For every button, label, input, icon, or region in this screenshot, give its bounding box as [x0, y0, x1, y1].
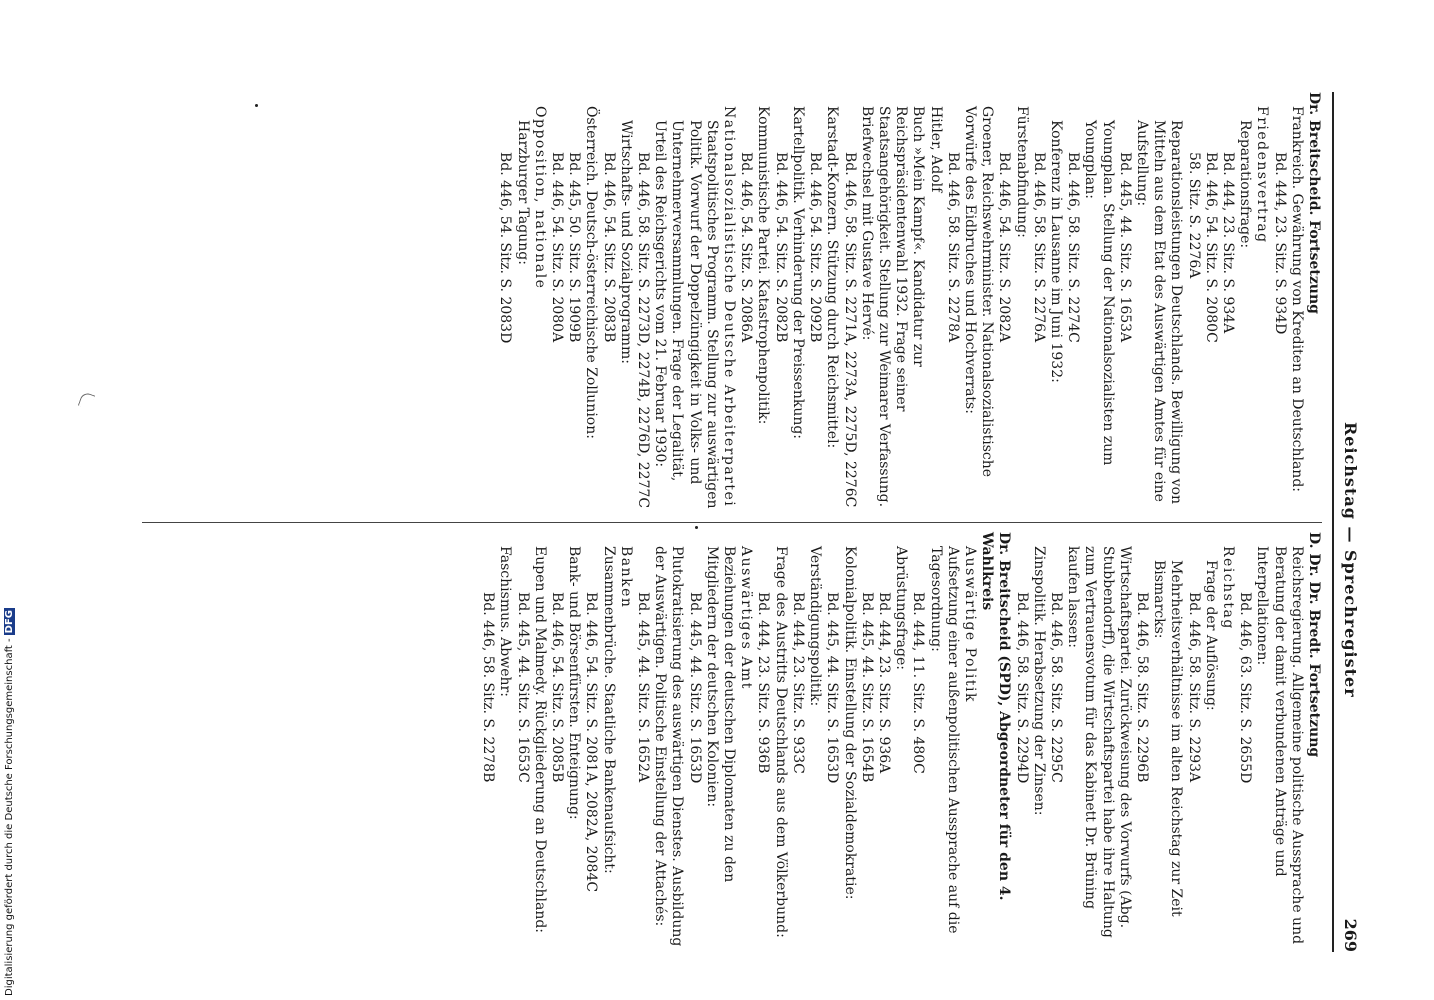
register-entry: Bd. 446, 54. Sitz. S. 2086A [738, 152, 755, 343]
register-entry: Bd. 444, 23. Sitz. S. 934A [1219, 152, 1236, 334]
page-title: Reichstag — Sprechregister [1341, 422, 1360, 698]
register-entry: Bd. 445, 44. Sitz. S. 1652A [635, 592, 652, 783]
register-entry: Bd. 446, 58. Sitz. S. 2278B [480, 592, 497, 783]
register-entry: Reichstag [1219, 546, 1236, 630]
register-entry: Bd. 445, 44. Sitz. S. 1653A [1116, 152, 1133, 343]
register-entry: Karstadt-Konzern. Stützung durch Reichsmittel: [824, 106, 841, 449]
digitization-footer [4, 608, 15, 996]
dfg-logo: DFG [4, 610, 15, 634]
left-column [479, 532, 1322, 952]
register-entry: Bd. 446, 58. Sitz. S. 2278A [944, 152, 961, 343]
register-entry: Dr. Breitscheid (SPD), Abgeordneter für den 4. Wahlkreis [979, 532, 1013, 901]
register-entry: Kommunistische Partei. Katastrophenpolitik: [755, 106, 772, 425]
register-entry: Zusammenbrüche. Staatliche Bankenaufsicht: [600, 546, 617, 874]
register-entry: Wirtschafts- und Sozialprogramm: [617, 120, 634, 364]
register-entry: Konferenz in Lausanne im Juni 1932: [1047, 120, 1064, 383]
register-entry: Youngplan. Stellung der Nationalsozialisten zum Youngplan: [1082, 120, 1116, 466]
register-entry: Hitler, Adolf [927, 106, 944, 193]
register-entry: Harzburger Tagung: [514, 120, 531, 265]
register-entry: Reichsregierung. Allgemeine politische Aussprache und Beratung der damit verbundenen Anträge und Interpellationen: [1254, 546, 1305, 945]
register-entry: Verständigungspolitik: [807, 546, 824, 707]
header-rule [1332, 92, 1334, 952]
register-entry: Bd. 446, 58. Sitz. S. 2293A [1185, 592, 1202, 783]
register-entry: Bd. 444, 23. Sitz. S. 934D [1271, 152, 1288, 335]
register-entry: Faschismus. Abwehr: [497, 546, 514, 697]
register-entry: Zinspolitik. Herabsetzung der Zinsen: [1030, 546, 1047, 816]
register-entry: Bd. 446, 58. Sitz. S. 2276A [1030, 152, 1047, 343]
rotated-page-content [140, 92, 1360, 952]
register-entry: 58. Sitz. S. 2276A [1185, 152, 1202, 279]
register-entry: Bd. 446, 58. Sitz. S. 2271A, 2273A, 2275D, 2276C [841, 152, 858, 508]
register-entry: Aufsetzung einer außenpolitischen Aussprache auf die Tagesordnung: [927, 546, 961, 934]
register-entry: Bd. 446, 58. Sitz. S. 2294D [1013, 592, 1030, 784]
register-entry: Bd. 446, 58. Sitz. S. 2274C [1065, 152, 1082, 343]
register-entry: Auswärtige Politik [961, 546, 978, 703]
register-entry: Österreich. Deutsch-österreichische Zollunion: [583, 106, 600, 439]
register-entry: Bd. 444, 23. Sitz. S. 933C [789, 592, 806, 774]
register-entry: Bd. 446, 54. Sitz. S. 2080C [1202, 152, 1219, 343]
register-entry: Bd. 445, 44. Sitz. S. 1653D [824, 592, 841, 784]
register-entry: Bd. 446, 58. Sitz. S. 2273D, 2274B, 2276D, 2277C [635, 152, 652, 509]
register-entry: Abrüstungsfrage: [893, 546, 910, 670]
register-entry: Nationalsozialistische Deutsche Arbeiterpartei [721, 106, 738, 508]
register-entry: Eupen und Malmedy. Rückgliederung an Deutschland: [531, 546, 548, 934]
right-column [496, 92, 1322, 512]
register-entry: Groener, Reichswehrminister. Nationalsozialistische Vorwürfe des Eidbruches und Hochverrats: [961, 106, 996, 478]
register-entry: Bd. 446, 54. Sitz. S. 2082A [996, 152, 1013, 343]
register-entry: Bd. 446, 58. Sitz. S. 2296B [1133, 592, 1150, 783]
register-entry: Fürstenabfindung: [1013, 106, 1030, 238]
register-entry: Reparationsleistungen Deutschlands. Bewilligung von Mitteln aus dem Etat des Auswärtigen Amtes für eine Aufstellung: [1133, 120, 1185, 505]
register-entry: Bank- und Börsenfürsten. Enteignung: [566, 546, 583, 820]
register-entry: D. Dr. Dr. Bredt. Fortsetzung [1306, 532, 1322, 758]
footer-text: Digitalisierung gefördert durch die Deutsche Forschungsgemeinschaft - [4, 638, 15, 996]
register-entry: Beziehungen der deutschen Diplomaten zu den Mitgliedern der deutschen Kolonien: [703, 546, 738, 883]
register-entry: Dr. Breitscheid. Fortsetzung [1306, 92, 1322, 314]
page-number: 269 [1341, 918, 1360, 952]
register-entry: Bd. 446, 54. Sitz. S. 2080A [549, 152, 566, 343]
scan-mark [78, 391, 95, 410]
register-entry: Bd. 446, 63. Sitz. S. 2655D [1237, 592, 1254, 784]
register-entry: Friedensvertrag [1254, 106, 1271, 244]
register-entry: Buch »Mein Kampf«. Kandidatur zur Reichspräsidentenwahl 1932. Frage seiner Staatsangehörigkeit. Stellung zur Weimarer Verfassung. Briefwechsel mit Gustave Hervé: [858, 106, 927, 508]
register-entry: Opposition, nationale [531, 106, 548, 290]
register-entry: Banken [617, 546, 634, 609]
register-entry: Frage der Auflösung: [1202, 560, 1219, 711]
register-entry: Bd. 444, 23. Sitz. S. 936A [875, 592, 892, 774]
register-entry: Bd. 446, 54. Sitz. S. 2083D [497, 152, 514, 344]
register-entry: Bd. 445, 44. Sitz. S. 1654B [858, 592, 875, 783]
register-entry: Wirtschaftspartei. Zurückweisung des Vorwurfs (Abg. Stubbendorff), die Wirtschaftspartei habe ihre Haltung zum Vertrauensvotum für das Kabinett Dr. Brüning kaufen lassen: [1065, 546, 1133, 938]
column-divider [142, 522, 1322, 523]
register-entry: Bd. 445, 44. Sitz. S. 1653D [686, 592, 703, 784]
register-entry: Frankreich. Gewährung von Krediten an Deutschland: [1288, 106, 1305, 493]
register-entry: Bd. 446, 54. Sitz. S. 2083B [600, 152, 617, 343]
register-entry: Bd. 446, 58. Sitz. S. 2295C [1047, 592, 1064, 783]
register-entry: Bd. 444, 23. Sitz. S. 936B [755, 592, 772, 774]
register-entry: Reparationsfrage: [1237, 120, 1254, 249]
register-entry: Kartellpolitik. Verhinderung der Preissenkung: [789, 106, 806, 440]
register-entry: Plutokratisierung des auswärtigen Dienstes. Ausbildung der Auswärtigen. Politische Einstellung der Attachés: [652, 546, 686, 947]
scan-speck [255, 104, 258, 107]
register-entry: Bd. 445, 50. Sitz. S. 1909B [566, 152, 583, 343]
scan-speck [695, 526, 698, 529]
register-entry: Frage des Austritts Deutschlands aus dem Völkerbund: [772, 546, 789, 938]
register-entry: Bd. 446, 54. Sitz. S. 2081A, 2082A, 2084C [583, 592, 600, 893]
register-entry: Auswärtiges Amt [738, 546, 755, 690]
register-entry: Bd. 446, 54. Sitz. S. 2085B [549, 592, 566, 783]
register-entry: Bd. 445, 44. Sitz. S. 1653C [514, 592, 531, 783]
register-entry: Staatspolitisches Programm. Stellung zur auswärtigen Politik. Vorwurf der Doppelzüngigkeit in Volks- und Unternehmerversammlungen. Frage der Legalität, Urteil des Reichsgerichts vom 21. Februar 1930: [652, 120, 720, 509]
register-entry: Kolonialpolitik. Einstellung der Sozialdemokratie: [841, 546, 858, 900]
register-entry: Mehrheitsverhältnisse im alten Reichstag zur Zeit Bismarcks: [1151, 560, 1185, 917]
register-entry: Bd. 446, 54. Sitz. S. 2092B [807, 152, 824, 343]
register-entry: Bd. 446, 54. Sitz. S. 2082B [772, 152, 789, 343]
register-entry: Bd. 444, 11. Sitz. S. 480C [910, 592, 927, 774]
